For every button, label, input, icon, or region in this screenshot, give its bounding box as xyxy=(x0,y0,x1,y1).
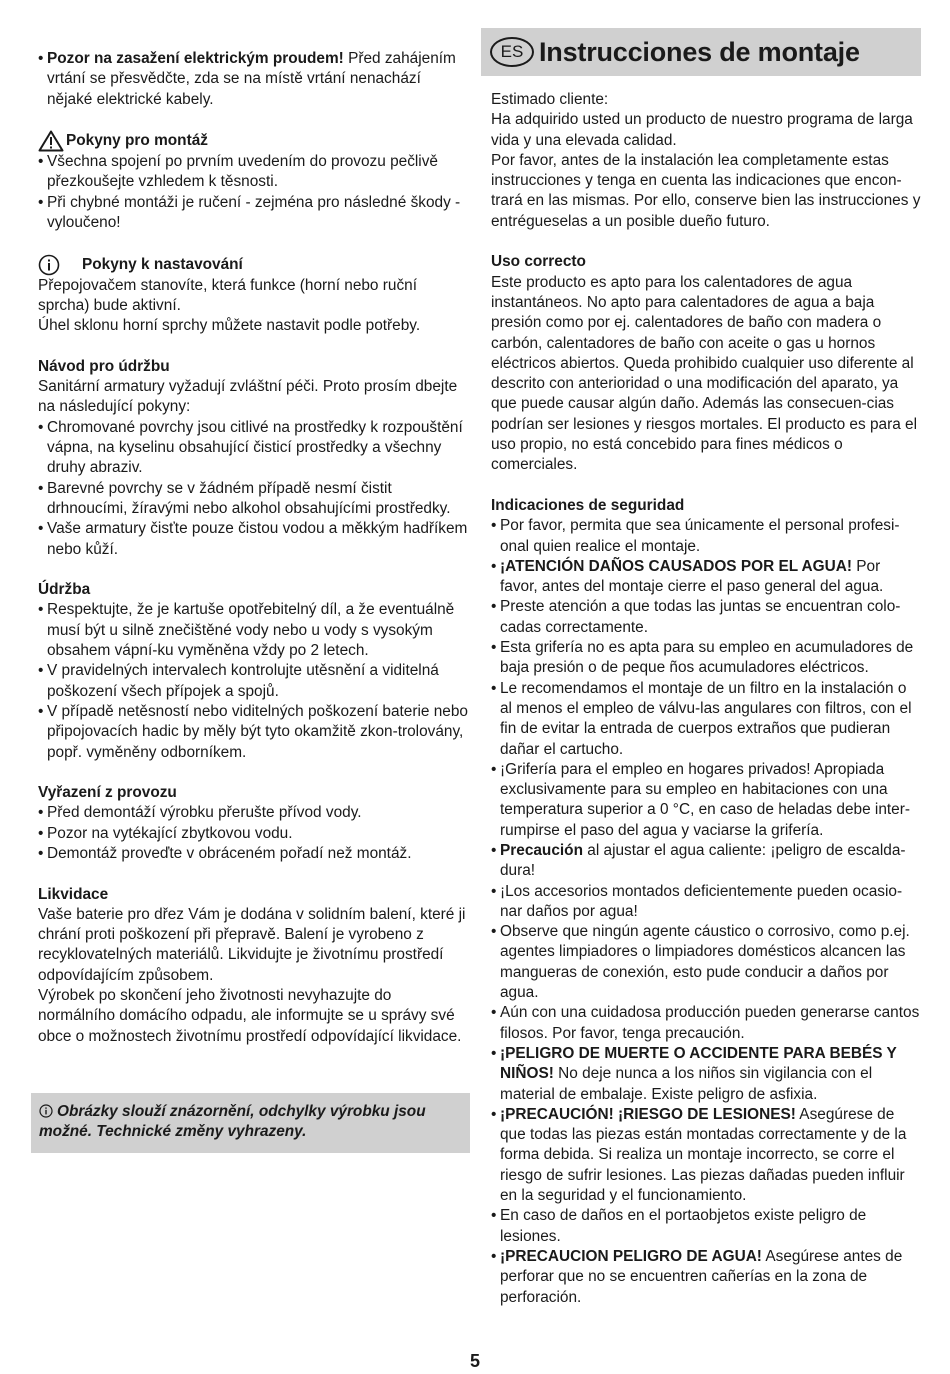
nastaveni-heading-row xyxy=(38,254,470,276)
udrzba-section xyxy=(38,580,470,763)
list-item: • Pozor na vytékající zbytkovou vodu. xyxy=(38,824,470,844)
list-item: • ¡Los accesorios montados deficientemente pueden ocasio-nar daños por agua! xyxy=(491,882,921,923)
nastaveni-heading: Pokyny k nastavování xyxy=(82,255,243,273)
montaz-section xyxy=(38,130,470,233)
udrzba-list xyxy=(38,600,470,762)
seguridad-heading: Indicaciones de seguridad xyxy=(491,496,685,514)
disclaimer-note xyxy=(31,1093,470,1153)
nastaveni-text-2: Úhel sklonu horní sprchy můžete nastavit podle potřeby. xyxy=(38,317,421,335)
vyrazeni-section xyxy=(38,783,470,864)
list-item: • Demontáž proveďte v obráceném pořadí než montáž. xyxy=(38,844,470,864)
navod-udrzba-section xyxy=(38,357,470,560)
montaz-list xyxy=(38,152,470,233)
right-column xyxy=(491,90,921,1308)
intro-text-1: Ha adquirido usted un producto de nuestro programa de larga vida y una elevada calidad. xyxy=(491,111,913,149)
info-circle-icon xyxy=(38,254,60,276)
language-badge: ES xyxy=(490,37,534,67)
list-item: • Chromované povrchy jsou citlivé na prostředky k rozpouštění vápna, na kyselinu obsahující čisticí prostředky a všechny druhy abraziv. xyxy=(38,418,470,479)
likvidace-text-2: Výrobek po skončení jeho životnosti nevyhazujte do normálního domácího odpadu, ale informujte se u správy své obce o možnostech životnímu prostředí odpovídající likvidace. xyxy=(38,987,462,1045)
montaz-heading-row xyxy=(38,130,470,152)
info-circle-icon xyxy=(39,1104,53,1118)
nastaveni-section xyxy=(38,254,470,337)
list-item: • Před demontáží výrobku přerušte přívod vody. xyxy=(38,803,470,823)
seguridad-list xyxy=(491,516,921,1308)
list-item: • Barevné povrchy se v žádném případě nesmí čistit drhnoucími, žíravými nebo alkohol obsahujícími prostředky. xyxy=(38,479,470,520)
uso-correcto-heading: Uso correcto xyxy=(491,253,586,271)
list-item: • Preste atención a que todas las juntas se encuentran colo-cadas correctamente. xyxy=(491,597,921,638)
list-item: • V případě netěsností nebo viditelných poškození baterie nebo připojovacích hadic by měly být tyto okamžitě zkon-trolovány, popř. vyměněny odborníkem. xyxy=(38,702,470,763)
page-number: 5 xyxy=(469,1351,480,1371)
list-item: • ¡Grifería para el empleo en hogares privados! Apropiada exclusivamente para su empleo en habitaciones con una temperatura superior a 0 °C, en caso de heladas debe inter-rumpirse el paso del agua y vaciarse la grifería. xyxy=(491,760,921,841)
disclaimer-text: Obrázky slouží znázornění, odchylky výrobku jsou možné. Technické změny vyhrazeny. xyxy=(39,1103,426,1141)
likvidace-section xyxy=(38,885,470,1047)
list-item: • ¡PELIGRO DE MUERTE O ACCIDENTE PARA BEBÉS Y NIÑOS! No deje nunca a los niños sin vigilancia con el material de embalaje. Existe peligro de asfixia. xyxy=(491,1044,921,1105)
list-item: • Pozor na zasažení elektrickým proudem! Před zahájením vrtání se přesvědčte, zda se na místě vrtání nenachází nějaké elektrické kabely. xyxy=(38,49,470,110)
intro-section xyxy=(491,90,921,232)
list-item: • Precaución al ajustar el agua caliente: ¡peligro de escalda-dura! xyxy=(491,841,921,882)
uso-correcto-text: Este producto es apto para los calentadores de agua instantáneos. No apto para calentadores de agua a baja presión como por ej. calentadores de baño con madera o carbón, calentadores de baño con aceite o gas u hornos eléctricos abiertos. Queda prohibido cualquier uso diferente al descrito con anterioridad o una modificación del aparato, ya que puede causar algún daño. Además las consecuen-cias podrían ser lesiones y riesgos mortales. El producto es para el uso propio, no está concebido para fines médicos o comerciales. xyxy=(491,273,918,474)
salutation: Estimado cliente: xyxy=(491,91,609,108)
nastaveni-text-1: Přepojovačem stanovíte, která funkce (horní nebo ruční sprcha) bude aktivní. xyxy=(38,276,417,314)
list-item: • Observe que ningún agente cáustico o corrosivo, como p.ej. agentes limpiadores o limpiadores domésticos alcancen las mangueras de conexión, esto pude conducir a daños por agua. xyxy=(491,922,921,1003)
montaz-heading: Pokyny pro montáž xyxy=(66,132,208,150)
navod-udrzba-list xyxy=(38,418,470,560)
vyrazeni-list xyxy=(38,803,470,864)
list-item: • Vaše armatury čisťte pouze čistou vodou a měkkým hadříkem nebo kůží. xyxy=(38,519,470,560)
list-item: • V pravidelných intervalech kontrolujte utěsnění a viditelná poškození všech přípojek a spojů. xyxy=(38,661,470,702)
list-item: • Všechna spojení po prvním uvedením do provozu pečlivě přezkoušejte vzhledem k těsnosti. xyxy=(38,152,470,193)
list-item: • Respektujte, že je kartuše opotřebitelný díl, a že eventuálně musí být u silně znečištěné vody nebo u vody s vysokým obsahem vápní-ku vyměněna vždy po 2 letech. xyxy=(38,600,470,661)
warning-triangle-icon xyxy=(38,130,64,152)
list-item: • Aún con una cuidadosa producción pueden generarse cantos filosos. Por favor, tenga precaución. xyxy=(491,1003,921,1044)
uso-correcto-section xyxy=(491,252,921,475)
navod-udrzba-heading: Návod pro údržbu xyxy=(38,357,170,375)
likvidace-text-1: Vaše baterie pro dřez Vám je dodána v solidním balení, které ji chrání proti poškození při přepravě. Balení je vyrobeno z recyklovatelných materiálů. Likvidujte je životnímu prostředí odpovídajícím způsobem. xyxy=(38,905,466,984)
language-section-header xyxy=(481,28,921,76)
intro-text-2: Por favor, antes de la instalación lea completamente estas instrucciones y tenga en cuenta las indicaciones que encon-trará en las mismas. Por ello, conserve bien las instrucciones y entrégueselas a un posible dueño futuro. xyxy=(491,151,921,230)
section-title: Instrucciones de montaje xyxy=(539,36,860,67)
list-item: • Le recomendamos el montaje de un filtro en la instalación o al menos el empleo de válvu-las angulares con filtros, con el fin de evitar la entrada de cuerpos extraños que pudieran dañar el cartucho. xyxy=(491,679,921,760)
likvidace-heading: Likvidace xyxy=(38,885,109,903)
list-item: • ¡PRECAUCIÓN! ¡RIESGO DE LESIONES! Asegúrese de que todas las piezas están montadas correctamente y de la forma debida. Si realiza un montaje incorrecto, se corre el riesgo de sufrir lesiones. Las piezas dañadas pueden influir en la seguridad y el funcionamiento. xyxy=(491,1105,921,1206)
list-item: • En caso de daños en el portaobjetos existe peligro de lesiones. xyxy=(491,1206,921,1247)
navod-udrzba-intro: Sanitární armatury vyžadují zvláštní péči. Proto prosím dbejte na následující pokyny: xyxy=(38,378,458,416)
electric-warning-list xyxy=(38,49,470,110)
left-column xyxy=(38,49,470,1047)
list-item: • ¡PRECAUCION PELIGRO DE AGUA! Asegúrese antes de perforar que no se encuentren cañerías en la zona de perforación. xyxy=(491,1247,921,1308)
udrzba-heading: Údržba xyxy=(38,581,91,599)
list-item: • Por favor, permita que sea únicamente el personal profesi-onal quien realice el montaje. xyxy=(491,516,921,557)
list-item: • ¡ATENCIÓN DAÑOS CAUSADOS POR EL AGUA! Por favor, antes del montaje cierre el paso general del agua. xyxy=(491,557,921,598)
vyrazeni-heading: Vyřazení z provozu xyxy=(38,784,177,802)
list-item: • Při chybné montáži je ručení - zejména pro následné škody - vyloučeno! xyxy=(38,193,470,234)
seguridad-section xyxy=(491,496,921,1308)
list-item: • Esta grifería no es apta para su empleo en acumuladores de baja presión o de peque ños acumuladores eléctricos. xyxy=(491,638,921,679)
